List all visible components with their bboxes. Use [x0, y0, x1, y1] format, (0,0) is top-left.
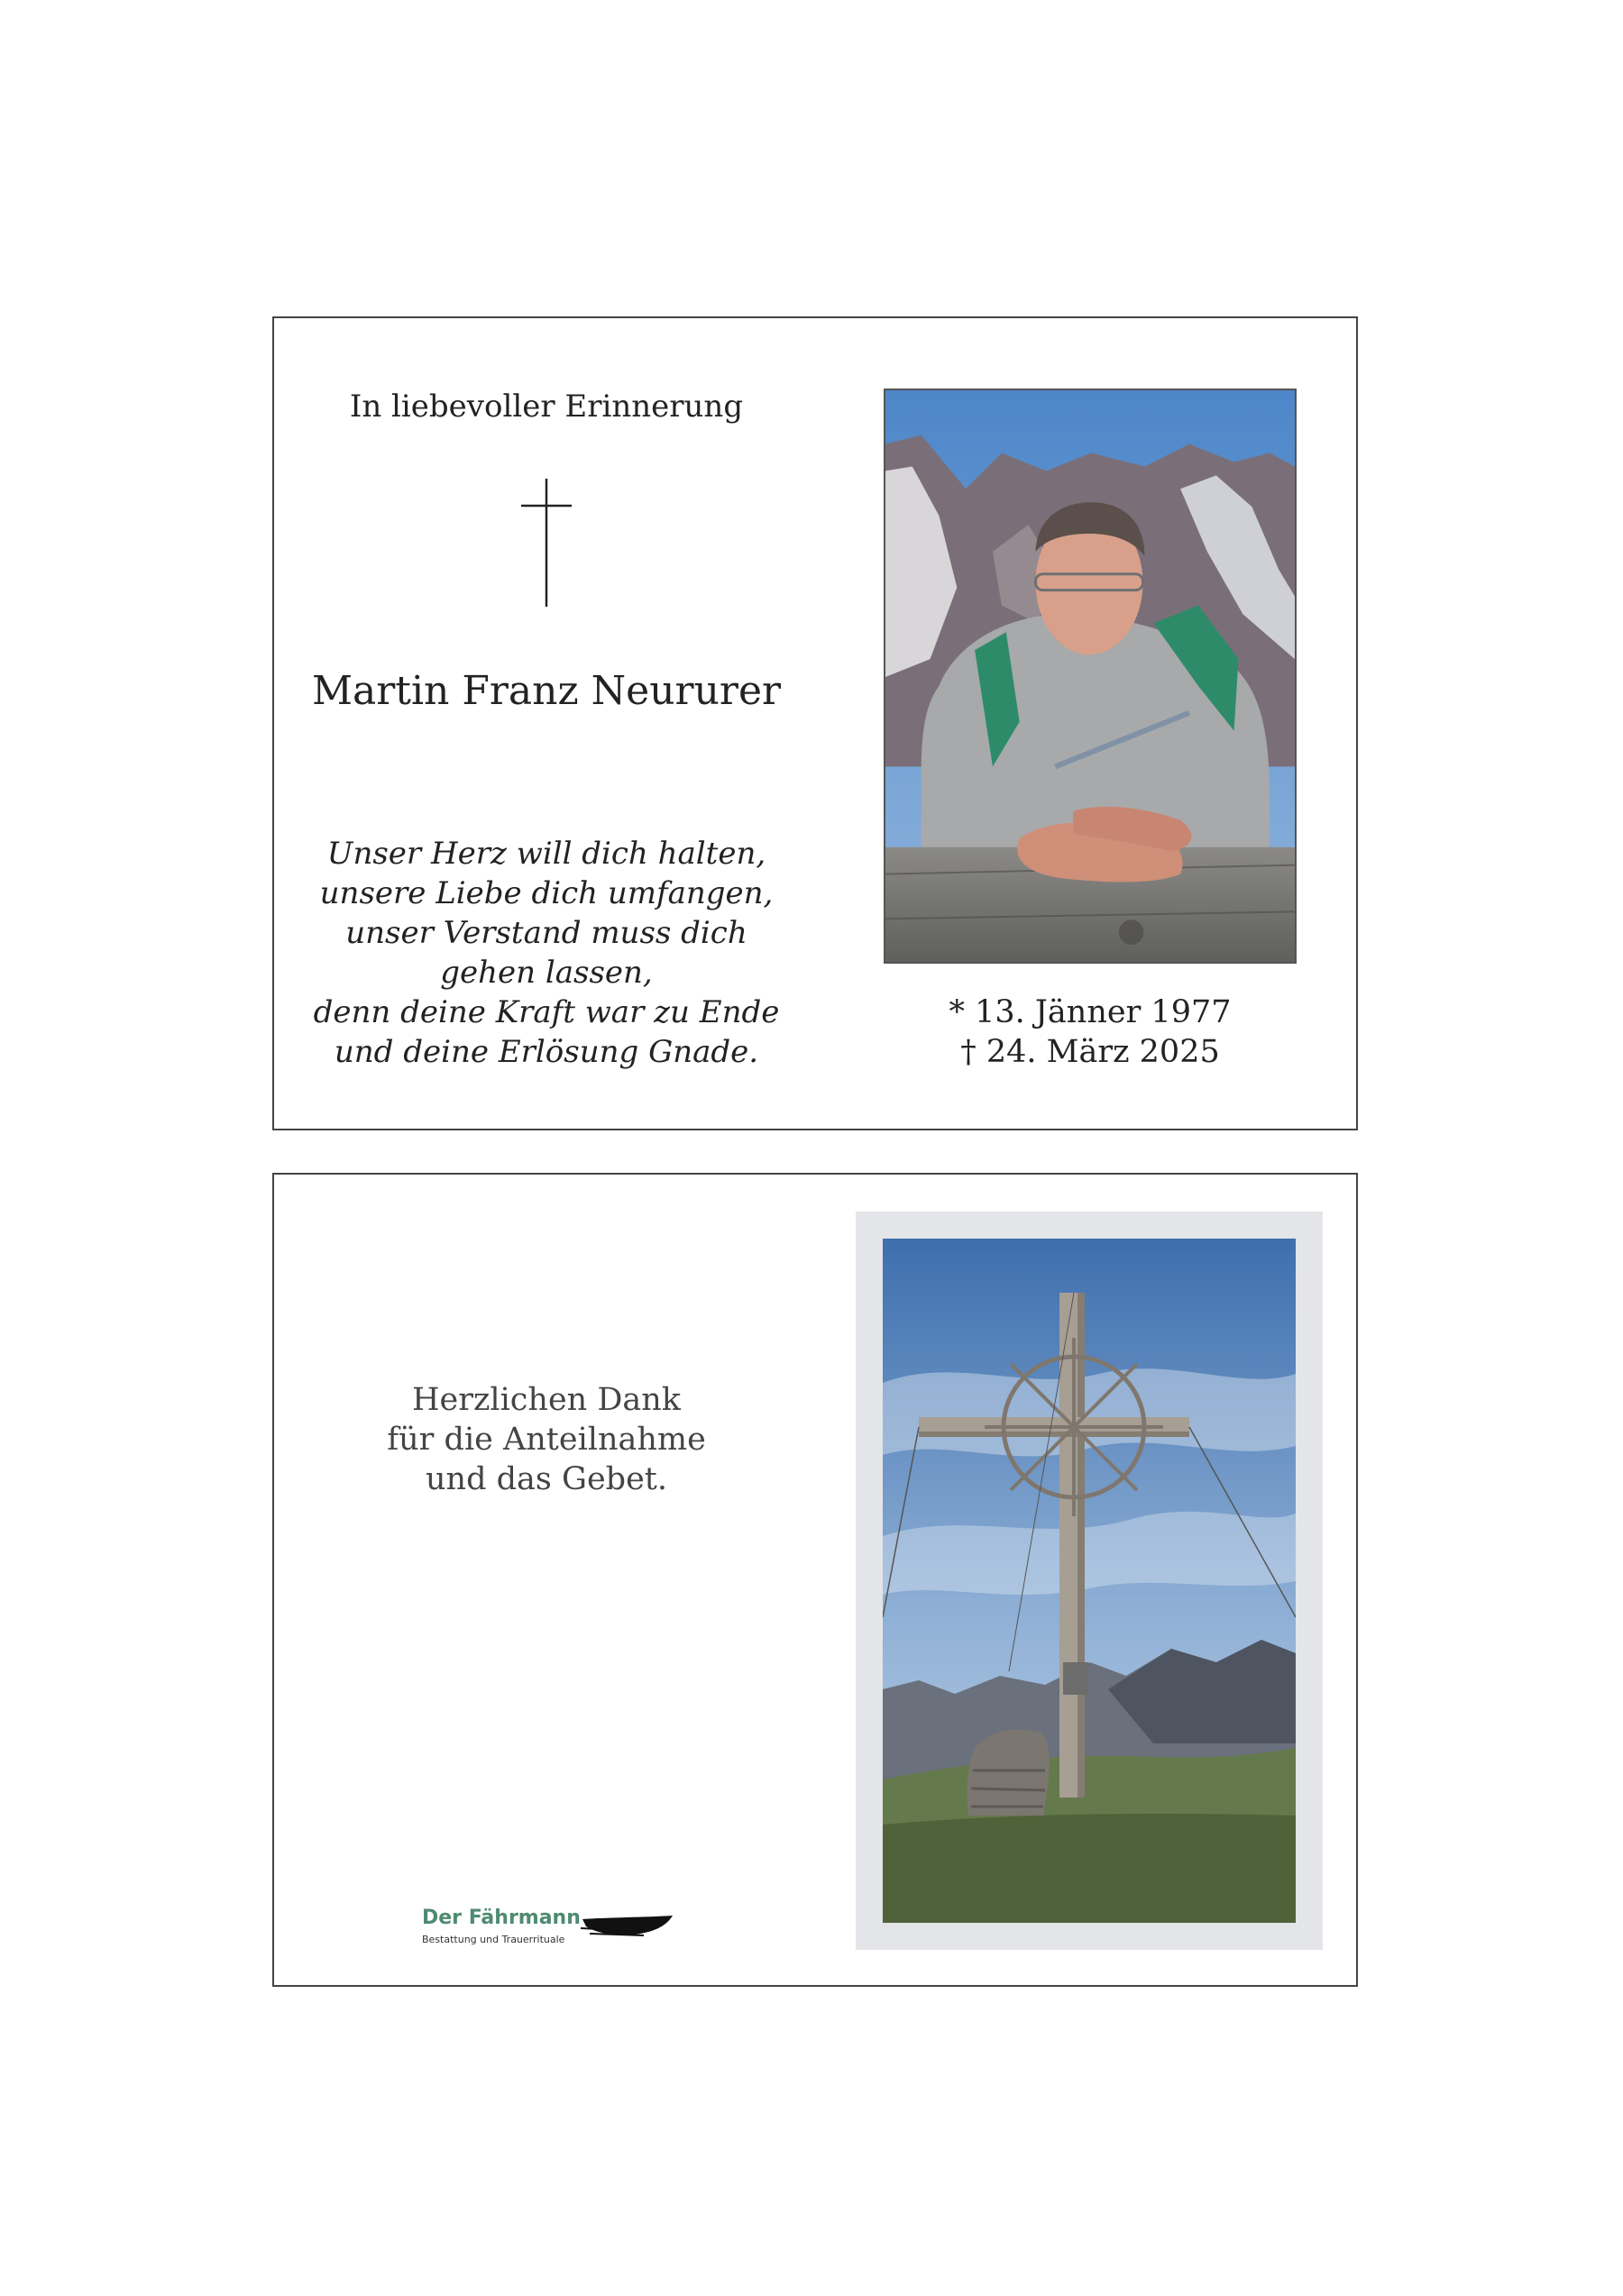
boat-icon — [581, 1912, 674, 1939]
poem-line: unsere Liebe dich umfangen, — [319, 875, 774, 911]
thanks-line: und das Gebet. — [426, 1461, 667, 1497]
portrait-photo — [884, 389, 1297, 964]
poem-line: unser Verstand muss dich — [345, 915, 747, 951]
latin-cross-icon — [521, 479, 572, 607]
poem-line: denn deine Kraft war zu Ende — [313, 994, 780, 1030]
thanks-line: Herzlichen Dank — [412, 1382, 681, 1418]
deceased-name: Martin Franz Neururer — [311, 668, 782, 714]
death-date: † 24. März 2025 — [960, 1034, 1220, 1070]
memorial-poem — [310, 834, 783, 1072]
memorial-heading: In liebevoller Erinnerung — [349, 389, 744, 425]
memorial-card-back — [272, 1173, 1358, 1987]
poem-line: Unser Herz will dich halten, — [326, 836, 766, 872]
thanks-line: für die Anteilnahme — [387, 1422, 706, 1458]
life-dates — [851, 992, 1329, 1072]
funeral-home-logo — [422, 1907, 683, 1957]
birth-date: * 13. Jänner 1977 — [949, 994, 1232, 1030]
logo-tagline: Bestattung und Trauerrituale — [422, 1934, 565, 1945]
memorial-card-front — [272, 316, 1358, 1130]
summit-cross-photo — [883, 1239, 1296, 1923]
poem-line: und deine Erlösung Gnade. — [334, 1034, 759, 1070]
summit-cross-photo-frame — [856, 1212, 1323, 1950]
poem-line: gehen lassen, — [440, 955, 653, 991]
thanks-message — [310, 1380, 783, 1499]
logo-name: Der Fährmann — [422, 1907, 581, 1929]
